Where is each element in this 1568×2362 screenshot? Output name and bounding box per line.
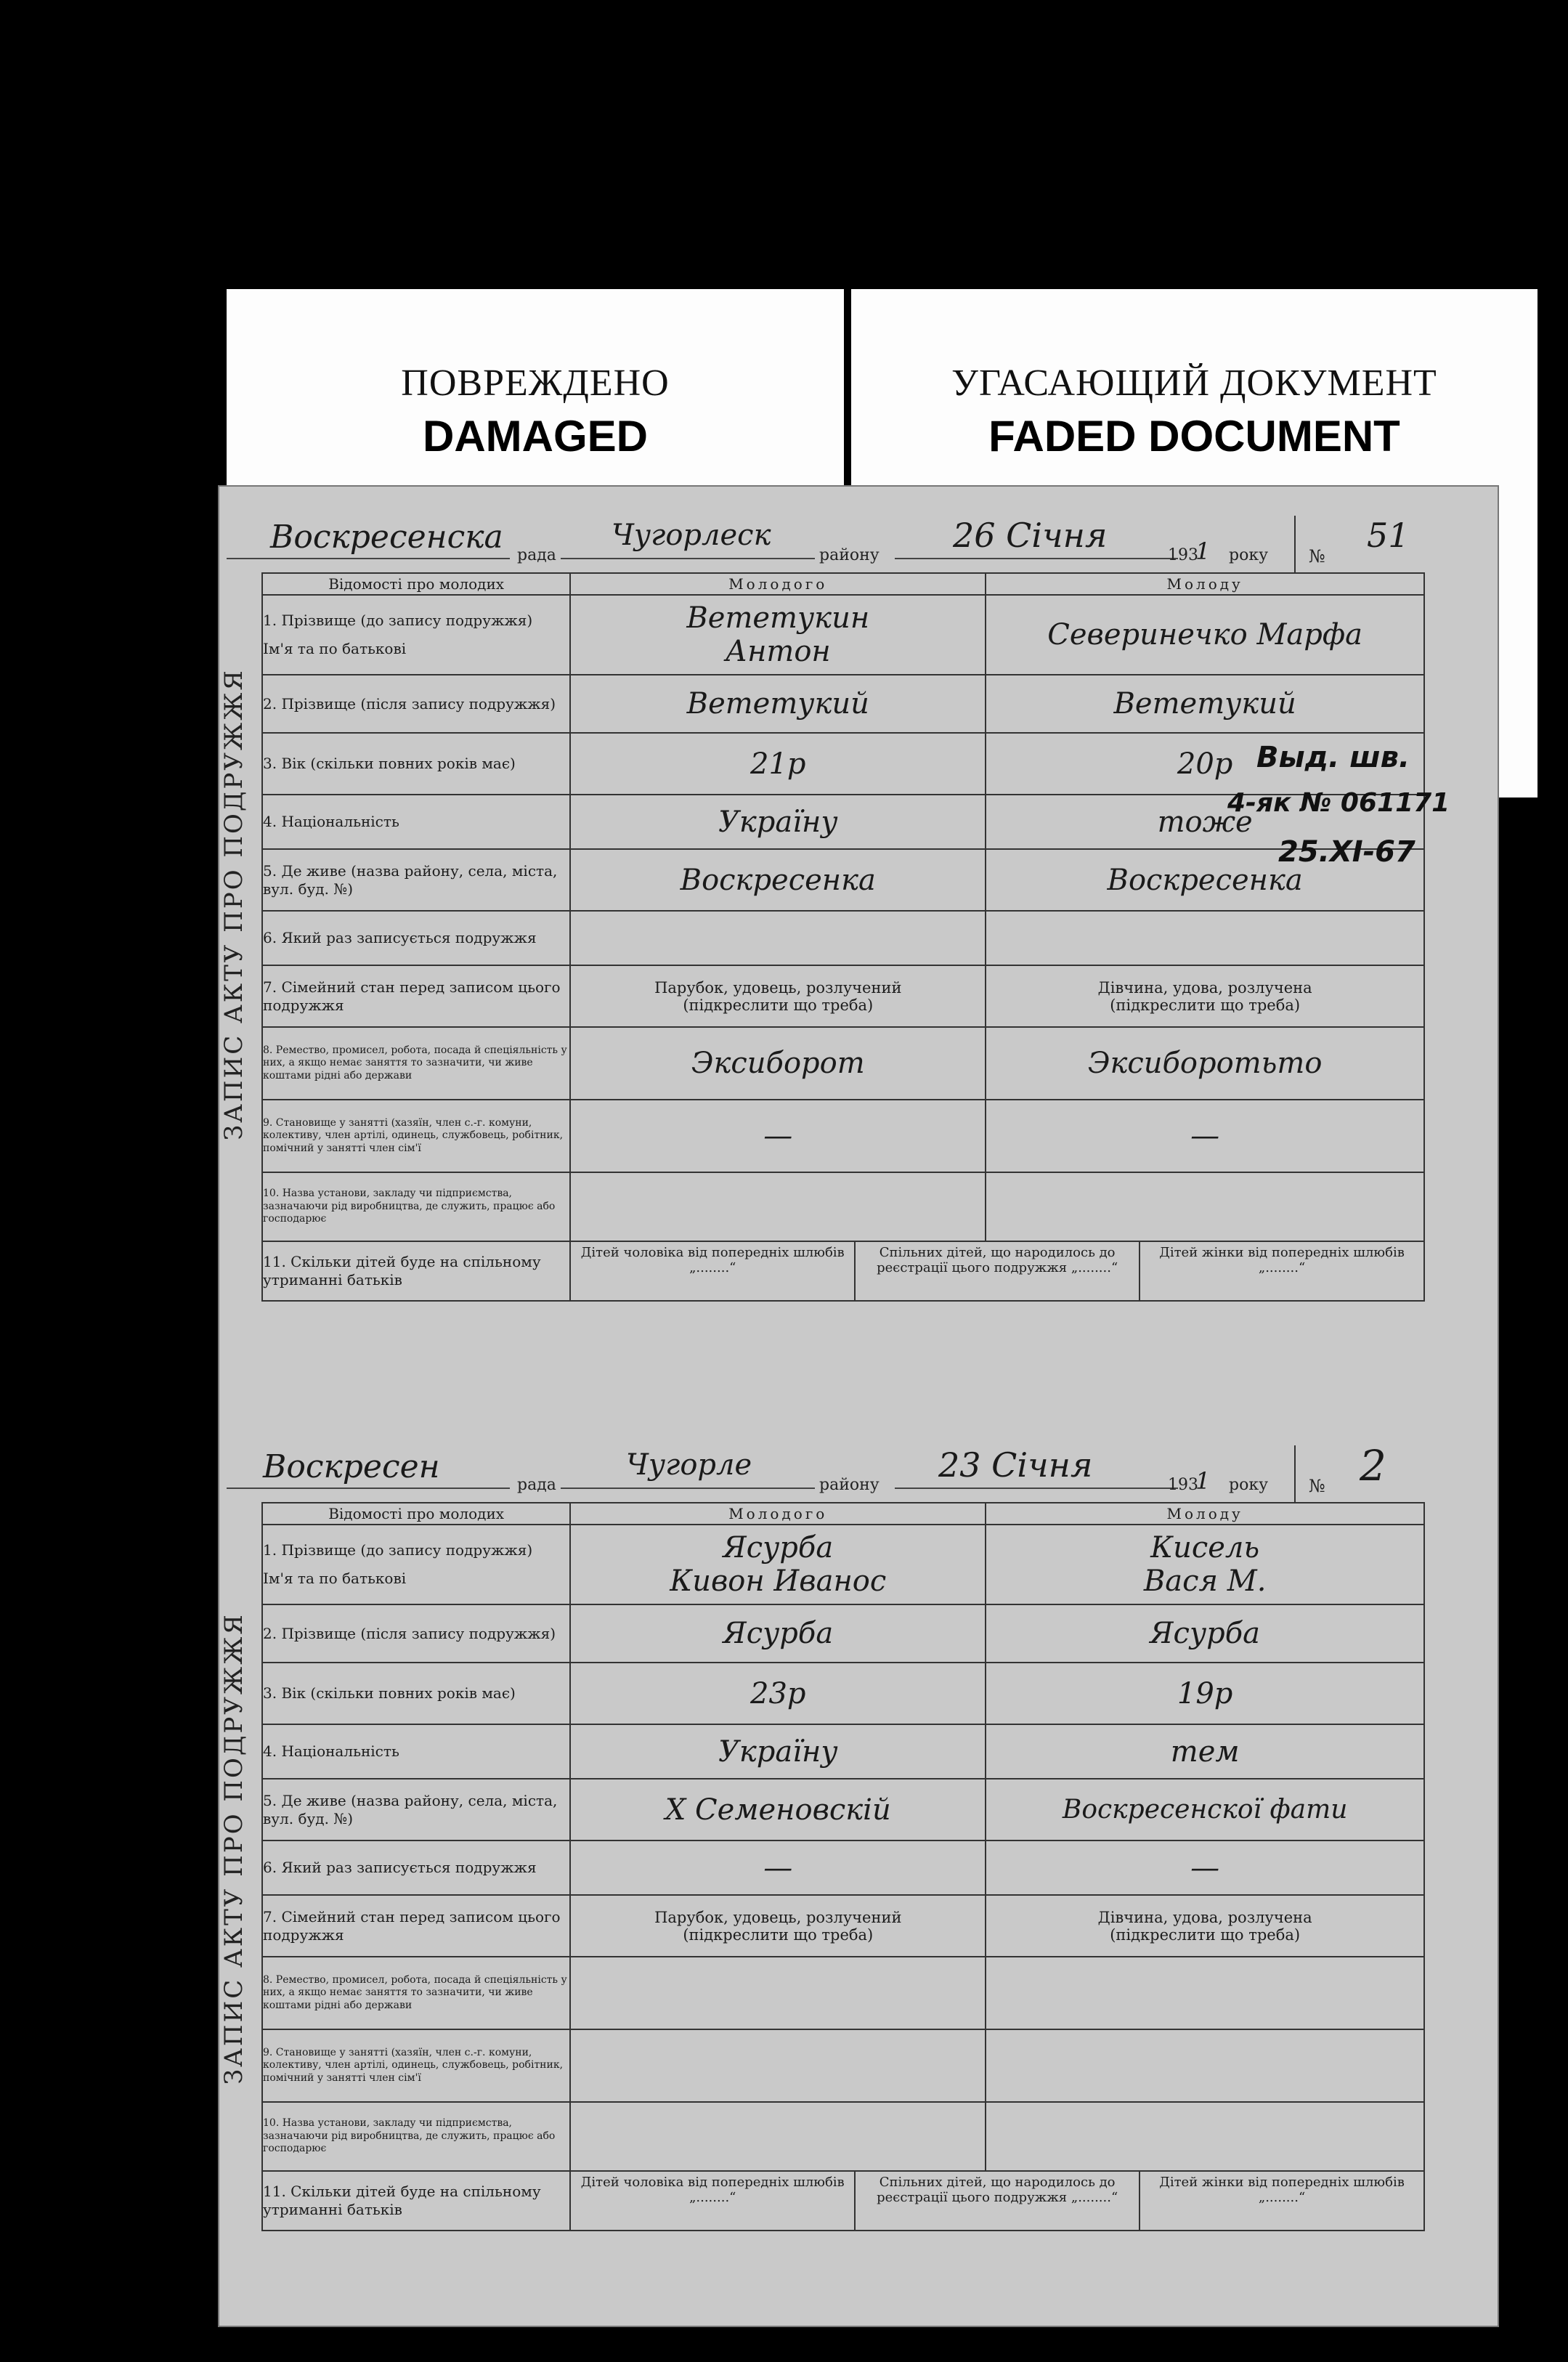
record-2-year-prefix: 193	[1168, 1476, 1198, 1494]
q8-occupation: 8. Ремество, промисел, робота, посада й спеціяльність у них, а якщо немає заняття то зазначити, чи живе коштами рідні або держави	[262, 1027, 570, 1100]
groom-name: Кивон Иванос	[670, 1564, 887, 1598]
bride-surname-after: Ясурба	[1150, 1617, 1261, 1650]
col-info-header: Відомості про молодих	[262, 573, 570, 595]
q10-workplace: 10. Назва установи, закладу чи підприємства, зазначаючи рід виробництва, де служить, працює або господарює	[262, 2102, 570, 2171]
q9-employment-position: 9. Становище у занятті (хазяїн, член с.-г. комуни, колективу, член артілі, одинець, службовець, робітник, помічний у занятті член сім'ї	[262, 1100, 570, 1172]
record-2-table	[261, 1502, 1425, 2231]
marriage-record-2	[219, 1441, 1425, 2302]
q2-surname-after: 2. Прізвище (після запису подружжя)	[262, 1604, 570, 1663]
q11-children: 11. Скільки дітей буде на спільному утриманні батьків	[262, 2171, 570, 2231]
children-common: Спільних дітей, що народилось до реєстрації цього подружжя „........“	[856, 2172, 1140, 2230]
record-1-raion-value: Чугорлеск	[612, 519, 771, 552]
record-2-number-label: №	[1309, 1476, 1325, 1496]
q3-age: 3. Вік (скільки повних років має)	[262, 1663, 570, 1724]
record-1-header	[219, 516, 1425, 572]
record-1-number-label: №	[1309, 546, 1325, 567]
col-bride-header: Молоду	[986, 1503, 1424, 1525]
bride-status-note: (підкреслити що треба)	[1110, 996, 1301, 1014]
col-groom-header: Молодого	[570, 1503, 986, 1525]
bride-surname: Северинечко Марфа	[1047, 618, 1363, 652]
q3-age: 3. Вік (скільки повних років має)	[262, 733, 570, 795]
record-2-side-title: ЗАПИС АКТУ ПРО ПОДРУЖЖЯ	[219, 1612, 248, 2085]
q11-children: 11. Скільки дітей буде на спільному утриманні батьків	[262, 1241, 570, 1301]
groom-age: 21р	[750, 747, 806, 781]
record-1-year-suffix: 1	[1195, 537, 1211, 565]
q1-name-text: Ім'я та по батькові	[263, 1570, 407, 1587]
q10-workplace: 10. Назва установи, закладу чи підприємства, зазначаючи рід виробництва, де служить, працює або господарює	[262, 1172, 570, 1241]
q4-nationality: 4. Національність	[262, 1724, 570, 1779]
q1-text: 1. Прізвище (до запису подружжя)	[263, 1541, 533, 1559]
record-1-number: 51	[1367, 516, 1410, 555]
bride-status-options: Дівчина, удова, розлучена	[1097, 1908, 1312, 1926]
groom-surname-cell	[570, 595, 986, 675]
record-1-raion-label: району	[819, 546, 880, 564]
q1-name-text: Ім'я та по батькові	[263, 640, 407, 657]
record-1-rada-value: Воскресенска	[270, 519, 503, 556]
record-2-roku-label: року	[1229, 1476, 1269, 1494]
damaged-label-ru: ПОВРЕЖДЕНО	[401, 362, 670, 404]
bride-nationality: тем	[1170, 1734, 1240, 1769]
groom-position: —	[763, 1119, 793, 1153]
children-common: Спільних дітей, що народилось до реєстрації цього подружжя „........“	[856, 1242, 1140, 1300]
bride-surname: Кисель	[1150, 1531, 1260, 1564]
groom-status-options: Парубок, удовець, розлучений	[654, 978, 902, 997]
margin-note-line-3: 25.XI-67	[1278, 835, 1415, 869]
groom-surname-after: Вететукий	[686, 687, 869, 721]
bride-status-note: (підкреслити що треба)	[1110, 1925, 1301, 1944]
bride-name: Вася М.	[1143, 1564, 1267, 1598]
record-2-raion-value: Чугорле	[626, 1448, 752, 1482]
record-2-date: 23 Січня	[938, 1445, 1093, 1485]
damaged-label-en: DAMAGED	[423, 412, 648, 460]
bride-marriage-count: —	[1190, 1851, 1220, 1885]
q4-nationality: 4. Національність	[262, 795, 570, 849]
groom-surname: Вететукин	[686, 601, 870, 635]
groom-surname-after: Ясурба	[723, 1617, 834, 1650]
marriage-record-1	[219, 516, 1425, 1351]
q5-residence: 5. Де живе (назва району, села, міста, вул. буд. №)	[262, 849, 570, 911]
groom-age: 23р	[750, 1676, 806, 1710]
record-1-table	[261, 572, 1425, 1302]
groom-name: Антон	[725, 635, 831, 668]
q1-surname-before	[262, 595, 570, 675]
groom-status-note: (підкреслити що треба)	[683, 1925, 874, 1944]
bride-position: —	[1190, 1119, 1220, 1153]
faded-label-ru: УГАСАЮЩИЙ ДОКУМЕНТ	[951, 362, 1437, 404]
col-bride-header: Молоду	[986, 573, 1424, 595]
bride-surname-cell	[986, 595, 1424, 675]
children-groom-previous: Дітей чоловіка від попередніх шлюбів „........“	[571, 1242, 856, 1300]
record-2-rada-label: рада	[517, 1476, 556, 1494]
q1-surname-before	[262, 1525, 570, 1604]
q7-marital-status: 7. Сімейний стан перед записом цього подружжя	[262, 965, 570, 1027]
bride-age: 19р	[1177, 1676, 1233, 1710]
record-2-number: 2	[1360, 1441, 1386, 1490]
q7-marital-status: 7. Сімейний стан перед записом цього подружжя	[262, 1895, 570, 1957]
bride-residence: Воскресенскої фати	[1062, 1795, 1348, 1825]
bride-nationality: тоже	[1157, 805, 1253, 839]
record-1-date: 26 Січня	[953, 516, 1108, 555]
groom-status-note: (підкреслити що треба)	[683, 996, 874, 1014]
record-1-year-prefix: 193	[1168, 546, 1198, 564]
record-2-header	[219, 1441, 1425, 1502]
q2-surname-after: 2. Прізвище (після запису подружжя)	[262, 675, 570, 733]
groom-residence: Воскресенка	[680, 863, 876, 897]
groom-nationality: Україну	[718, 1734, 838, 1769]
record-2-rada-value: Воскресен	[263, 1448, 440, 1485]
faded-label-en: FADED DOCUMENT	[988, 412, 1400, 460]
q5-residence: 5. Де живе (назва району, села, міста, вул. буд. №)	[262, 1779, 570, 1841]
groom-surname: Ясурба	[723, 1531, 834, 1564]
bride-surname-after: Вететукий	[1113, 687, 1296, 721]
q6-marriage-count: 6. Який раз записується подружжя	[262, 911, 570, 965]
record-1-rada-label: рада	[517, 546, 556, 564]
q9-employment-position: 9. Становище у занятті (хазяїн, член с.-г. комуни, колективу, член артілі, одинець, службовець, робітник, помічний у занятті член сім'ї	[262, 2029, 570, 2102]
record-1-side-title: ЗАПИС АКТУ ПРО ПОДРУЖЖЯ	[219, 668, 248, 1140]
damaged-label	[227, 289, 844, 507]
groom-occupation: Эксиборот	[691, 1047, 865, 1080]
q1-text: 1. Прізвище (до запису подружжя)	[263, 612, 533, 629]
record-2-year-suffix: 1	[1195, 1467, 1211, 1495]
margin-note-line-2: 4-як № 061171	[1227, 788, 1450, 818]
children-bride-previous: Дітей жінки від попередніх шлюбів „........“	[1159, 1245, 1405, 1275]
bride-occupation: Эксиборотьто	[1087, 1047, 1323, 1080]
groom-nationality: Україну	[718, 805, 838, 839]
groom-residence: Х Семеновскій	[665, 1793, 891, 1827]
groom-status-options: Парубок, удовець, розлучений	[654, 1908, 902, 1926]
q6-marriage-count: 6. Який раз записується подружжя	[262, 1841, 570, 1895]
bride-status-options: Дівчина, удова, розлучена	[1097, 978, 1312, 997]
children-bride-previous: Дітей жінки від попередніх шлюбів „........“	[1159, 2175, 1405, 2205]
record-1-roku-label: року	[1229, 546, 1269, 564]
bride-age: 20р	[1177, 747, 1233, 781]
q8-occupation: 8. Ремество, промисел, робота, посада й спеціяльність у них, а якщо немає заняття то зазначити, чи живе коштами рідні або держави	[262, 1957, 570, 2029]
margin-note-line-1: Выд. шв.	[1256, 741, 1410, 774]
children-groom-previous: Дітей чоловіка від попередніх шлюбів „........“	[571, 2172, 856, 2230]
col-info-header: Відомості про молодих	[262, 1503, 570, 1525]
groom-marriage-count: —	[763, 1851, 793, 1885]
col-groom-header: Молодого	[570, 573, 986, 595]
bride-residence: Воскресенка	[1107, 863, 1303, 897]
record-2-raion-label: району	[819, 1476, 880, 1494]
